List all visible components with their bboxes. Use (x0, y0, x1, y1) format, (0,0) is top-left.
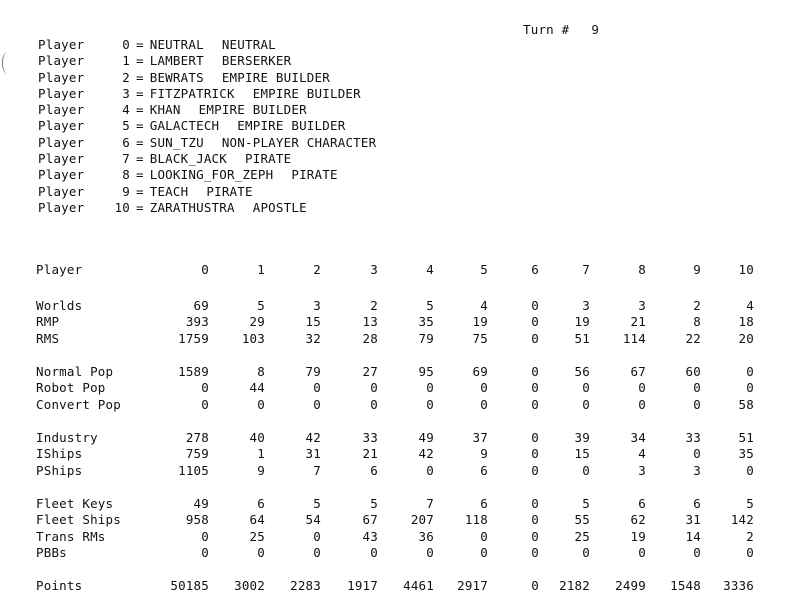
player-name: KHAN (149, 102, 181, 118)
player-label: Player (38, 102, 85, 118)
table-cell: 0 (531, 528, 539, 544)
player-label: Player (38, 134, 85, 150)
table-row (36, 446, 754, 463)
row-label: PShips (36, 462, 83, 478)
table-cell: 13 (362, 314, 378, 329)
table-cell: 25 (249, 528, 265, 544)
table-cell: 14 (685, 528, 701, 544)
table-cell: 56 (574, 363, 590, 379)
player-name: ZARATHUSTRA (149, 199, 235, 215)
group-spacer (36, 479, 754, 496)
table-cell: 278 (185, 429, 209, 445)
player-role: PIRATE (206, 183, 253, 199)
player-entry (38, 151, 376, 167)
player-id: 10 (114, 199, 130, 215)
table-cell: 21 (630, 314, 646, 329)
table-cell: 5 (582, 495, 590, 511)
table-cell: 0 (746, 380, 754, 395)
table-cell: 9 (480, 446, 488, 461)
player-entry (38, 184, 376, 200)
table-cell: 51 (574, 330, 590, 346)
table-cell: 22 (685, 330, 701, 346)
player-name: NEUTRAL (149, 37, 204, 52)
equals-sign: = (136, 118, 144, 134)
table-row (36, 463, 754, 480)
row-label: Fleet Keys (36, 495, 114, 511)
table-cell: 0 (201, 396, 209, 412)
table-cell: 49 (193, 495, 209, 511)
group-spacer (36, 281, 754, 298)
table-cell: 0 (531, 297, 539, 313)
row-label: PBBs (36, 545, 67, 560)
player-label: Player (38, 199, 85, 215)
player-role: APOSTLE (252, 199, 307, 215)
player-role: EMPIRE BUILDER (237, 118, 346, 134)
table-cell: 0 (531, 429, 539, 445)
player-role: EMPIRE BUILDER (252, 85, 361, 101)
table-row (36, 314, 754, 331)
table-cell: 37 (472, 429, 488, 445)
equals-sign: = (136, 37, 144, 52)
player-role: BERSERKER (221, 53, 292, 69)
column-header: 6 (531, 261, 539, 277)
table-cell: 0 (582, 396, 590, 412)
table-cell: 0 (693, 446, 701, 461)
group-spacer (36, 413, 754, 430)
table-cell: 1589 (178, 363, 209, 379)
player-role: PIRATE (245, 151, 292, 167)
table-cell: 1 (257, 446, 265, 461)
table-cell: 19 (472, 314, 488, 329)
table-cell: 0 (480, 528, 488, 544)
table-cell: 958 (185, 512, 209, 527)
player-entry (38, 37, 376, 53)
player-id: 0 (122, 37, 130, 52)
table-cell: 0 (582, 380, 590, 395)
table-cell: 0 (531, 380, 539, 395)
table-cell: 0 (313, 528, 321, 544)
table-cell: 8 (257, 363, 265, 379)
column-header: 5 (480, 261, 488, 277)
table-header-row (36, 259, 754, 281)
equals-sign: = (136, 199, 144, 215)
table-row (36, 545, 754, 562)
table-cell: 34 (630, 429, 646, 445)
table-cell: 0 (313, 545, 321, 560)
table-cell: 0 (531, 495, 539, 511)
player-entry (38, 70, 376, 86)
table-cell: 0 (201, 528, 209, 544)
player-label: Player (38, 167, 85, 183)
table-cell: 142 (730, 512, 754, 527)
table-cell: 0 (531, 512, 539, 527)
table-cell: 15 (574, 446, 590, 461)
table-cell: 6 (370, 462, 378, 478)
player-role: PIRATE (291, 167, 338, 183)
player-name: SUN_TZU (149, 134, 204, 150)
table-cell: 2499 (615, 578, 646, 593)
table-cell: 0 (480, 380, 488, 395)
table-row (36, 496, 754, 513)
table-row (36, 512, 754, 529)
player-role: EMPIRE BUILDER (198, 102, 307, 118)
row-label: Points (36, 578, 83, 593)
table-cell: 3 (582, 297, 590, 313)
row-label: RMS (36, 330, 60, 346)
table-cell: 40 (249, 429, 265, 445)
player-name: FITZPATRICK (149, 85, 235, 101)
player-label: Player (38, 85, 85, 101)
table-cell: 69 (472, 363, 488, 379)
table-cell: 79 (305, 363, 321, 379)
table-cell: 0 (582, 462, 590, 478)
table-cell: 0 (531, 545, 539, 560)
table-row (36, 364, 754, 381)
player-entry (38, 86, 376, 102)
table-cell: 9 (257, 462, 265, 478)
table-cell: 0 (426, 545, 434, 560)
table-cell: 5 (746, 495, 754, 511)
scan-margin-mark (2, 52, 13, 74)
table-row (36, 430, 754, 447)
equals-sign: = (136, 151, 144, 167)
table-cell: 69 (193, 297, 209, 313)
table-cell: 2 (370, 297, 378, 313)
table-cell: 51 (738, 429, 754, 445)
column-header: 9 (693, 261, 701, 277)
table-row (36, 380, 754, 397)
row-label: Fleet Ships (36, 512, 121, 527)
table-cell: 5 (257, 297, 265, 313)
table-cell: 207 (410, 512, 434, 527)
equals-sign: = (136, 167, 144, 183)
table-cell: 60 (685, 363, 701, 379)
player-label: Player (38, 69, 85, 85)
table-cell: 3 (638, 462, 646, 478)
table-cell: 55 (574, 512, 590, 527)
table-cell: 0 (426, 380, 434, 395)
table-cell: 4 (638, 446, 646, 461)
table-cell: 7 (426, 495, 434, 511)
player-id: 7 (122, 151, 130, 167)
table-cell: 35 (418, 314, 434, 329)
table-row (36, 529, 754, 546)
player-name: GALACTECH (149, 118, 220, 134)
player-entry (38, 53, 376, 69)
table-cell: 6 (638, 495, 646, 511)
table-row (36, 397, 754, 414)
table-cell: 42 (418, 446, 434, 461)
table-cell: 79 (418, 330, 434, 346)
table-cell: 25 (574, 528, 590, 544)
player-label: Player (38, 118, 85, 134)
column-header: 8 (638, 261, 646, 277)
player-id: 9 (122, 183, 130, 199)
table-cell: 2917 (457, 578, 488, 593)
turn-number: 9 (591, 22, 600, 37)
table-cell: 4 (480, 297, 488, 313)
table-cell: 0 (480, 396, 488, 412)
table-cell: 0 (531, 396, 539, 412)
table-row (36, 298, 754, 315)
table-cell: 0 (201, 380, 209, 395)
table-cell: 0 (531, 314, 539, 329)
table-cell: 31 (305, 446, 321, 461)
row-label: Convert Pop (36, 396, 121, 412)
table-cell: 3336 (723, 578, 754, 593)
table-cell: 33 (362, 429, 378, 445)
table-cell: 0 (638, 380, 646, 395)
column-header: 2 (313, 261, 321, 277)
table-cell: 27 (362, 363, 378, 379)
table-cell: 18 (738, 314, 754, 329)
table-cell: 2182 (559, 578, 590, 593)
column-header: 1 (257, 261, 265, 277)
table-cell: 33 (685, 429, 701, 445)
player-role: NEUTRAL (221, 37, 276, 52)
table-cell: 20 (738, 330, 754, 346)
table-row (36, 331, 754, 348)
table-cell: 6 (480, 495, 488, 511)
table-cell: 64 (249, 512, 265, 527)
table-cell: 1548 (670, 578, 701, 593)
table-cell: 3 (638, 297, 646, 313)
player-id: 3 (122, 85, 130, 101)
stats-table (36, 259, 754, 595)
equals-sign: = (136, 183, 144, 199)
row-label: IShips (36, 446, 83, 461)
row-label: Worlds (36, 297, 83, 313)
equals-sign: = (136, 134, 144, 150)
table-cell: 1917 (347, 578, 378, 593)
table-row (36, 578, 754, 595)
table-cell: 2 (693, 297, 701, 313)
player-name: LOOKING_FOR_ZEPH (149, 167, 274, 183)
column-header: 10 (738, 261, 754, 277)
table-cell: 3 (693, 462, 701, 478)
table-cell: 29 (249, 314, 265, 329)
table-cell: 0 (746, 545, 754, 560)
column-header: 3 (370, 261, 378, 277)
table-cell: 0 (426, 462, 434, 478)
table-cell: 0 (531, 578, 539, 593)
table-cell: 42 (305, 429, 321, 445)
player-entry (38, 167, 376, 183)
equals-sign: = (136, 53, 144, 69)
table-cell: 58 (738, 396, 754, 412)
player-label: Player (38, 37, 85, 52)
table-cell: 0 (531, 462, 539, 478)
player-name: TEACH (149, 183, 189, 199)
row-label: Industry (36, 429, 98, 445)
player-role: EMPIRE BUILDER (221, 69, 330, 85)
table-cell: 54 (305, 512, 321, 527)
table-cell: 50185 (170, 578, 209, 593)
group-spacer (36, 562, 754, 579)
player-id: 5 (122, 118, 130, 134)
table-cell: 0 (313, 396, 321, 412)
row-label: RMP (36, 314, 60, 329)
table-cell: 0 (693, 380, 701, 395)
table-cell: 0 (426, 396, 434, 412)
table-cell: 114 (622, 330, 646, 346)
table-cell: 3002 (234, 578, 265, 593)
table-cell: 67 (630, 363, 646, 379)
table-cell: 0 (313, 380, 321, 395)
table-cell: 3 (313, 297, 321, 313)
table-cell: 4 (746, 297, 754, 313)
table-cell: 0 (746, 363, 754, 379)
table-cell: 0 (257, 396, 265, 412)
player-id: 1 (122, 53, 130, 69)
equals-sign: = (136, 85, 144, 101)
table-cell: 35 (738, 446, 754, 461)
table-cell: 118 (464, 512, 488, 527)
table-cell: 0 (257, 545, 265, 560)
table-cell: 0 (746, 462, 754, 478)
table-cell: 0 (531, 363, 539, 379)
table-cell: 75 (472, 330, 488, 346)
table-cell: 6 (480, 462, 488, 478)
table-cell: 0 (638, 396, 646, 412)
table-cell: 21 (362, 446, 378, 461)
group-spacer (36, 347, 754, 364)
table-cell: 5 (426, 297, 434, 313)
table-cell: 0 (638, 545, 646, 560)
table-cell: 5 (370, 495, 378, 511)
table-cell: 0 (370, 380, 378, 395)
player-id: 4 (122, 102, 130, 118)
table-cell: 15 (305, 314, 321, 329)
table-cell: 0 (480, 545, 488, 560)
equals-sign: = (136, 69, 144, 85)
table-cell: 62 (630, 512, 646, 527)
row-label: Robot Pop (36, 380, 106, 395)
player-label: Player (38, 183, 85, 199)
equals-sign: = (136, 102, 144, 118)
table-cell: 19 (574, 314, 590, 329)
player-entry (38, 135, 376, 151)
player-id: 2 (122, 69, 130, 85)
table-cell: 4461 (403, 578, 434, 593)
table-cell: 0 (693, 545, 701, 560)
table-cell: 393 (185, 314, 209, 329)
player-label: Player (38, 53, 85, 69)
table-cell: 6 (693, 495, 701, 511)
player-name: BLACK_JACK (149, 151, 227, 167)
player-id: 8 (122, 167, 130, 183)
table-cell: 19 (630, 528, 646, 544)
table-cell: 103 (241, 330, 265, 346)
table-cell: 36 (418, 528, 434, 544)
table-cell: 759 (185, 446, 209, 461)
column-header: 4 (426, 261, 434, 277)
table-cell: 0 (201, 545, 209, 560)
table-cell: 0 (582, 545, 590, 560)
player-id: 6 (122, 134, 130, 150)
player-entry (38, 200, 376, 216)
table-cell: 44 (249, 380, 265, 395)
player-name: LAMBERT (149, 53, 204, 69)
turn-label: Turn # (523, 22, 570, 37)
table-cell: 2 (746, 528, 754, 544)
table-cell: 31 (685, 512, 701, 527)
table-cell: 39 (574, 429, 590, 445)
row-label: Trans RMs (36, 528, 106, 544)
column-header: 7 (582, 261, 590, 277)
table-cell: 32 (305, 330, 321, 346)
table-cell: 2283 (290, 578, 321, 593)
table-cell: 49 (418, 429, 434, 445)
player-role: NON-PLAYER CHARACTER (221, 134, 377, 150)
player-entry (38, 102, 376, 118)
table-cell: 0 (370, 545, 378, 560)
table-cell: 7 (313, 462, 321, 478)
table-cell: 8 (693, 314, 701, 329)
table-cell: 5 (313, 495, 321, 511)
header-label: Player (36, 261, 83, 277)
table-cell: 6 (257, 495, 265, 511)
table-cell: 0 (693, 396, 701, 412)
table-cell: 1105 (178, 462, 209, 478)
player-name: BEWRATS (149, 69, 204, 85)
player-entry (38, 118, 376, 134)
table-cell: 28 (362, 330, 378, 346)
column-header: 0 (201, 261, 209, 277)
table-cell: 95 (418, 363, 434, 379)
table-cell: 0 (370, 396, 378, 412)
player-roster (38, 37, 376, 216)
table-cell: 0 (531, 446, 539, 461)
table-cell: 67 (362, 512, 378, 527)
table-cell: 0 (531, 330, 539, 346)
table-cell: 43 (362, 528, 378, 544)
player-label: Player (38, 151, 85, 167)
table-cell: 1759 (178, 330, 209, 346)
turn-indicator (523, 22, 599, 37)
row-label: Normal Pop (36, 363, 114, 379)
